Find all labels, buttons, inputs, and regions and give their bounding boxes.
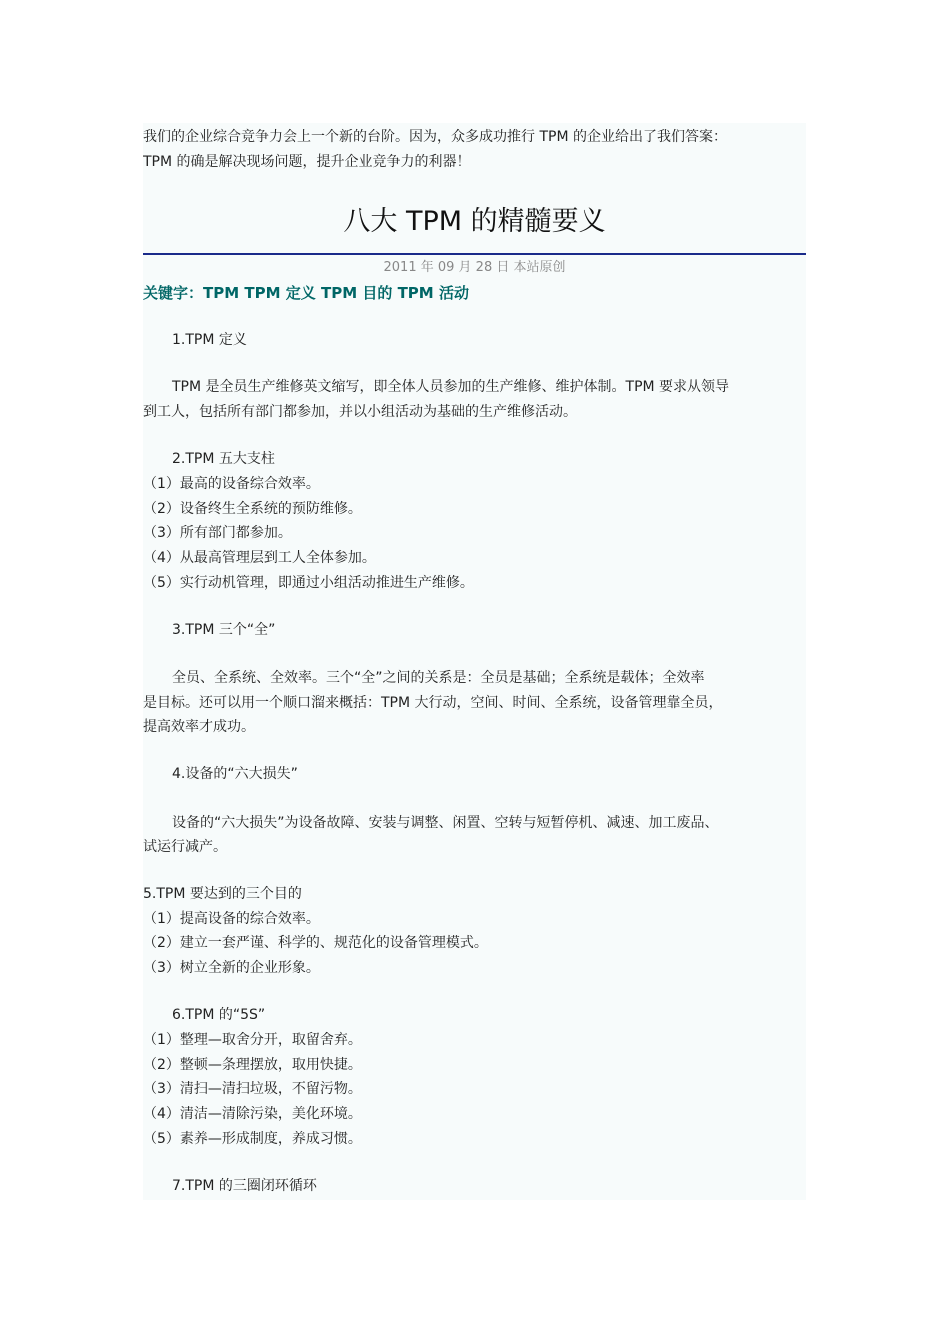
section-6-item: （5）素养—形成制度，养成习惯。 [143, 1131, 362, 1147]
section-1-para-line: 到工人，包括所有部门都参加，并以小组活动为基础的生产维修活动。 [143, 404, 577, 420]
section-3-heading: 3.TPM 三个“全” [172, 622, 276, 638]
section-2-item: （4）从最高管理层到工人全体参加。 [143, 550, 376, 566]
section-3-para-line: 全员、全系统、全效率。三个“全”之间的关系是：全员是基础；全系统是载体；全效率 [172, 670, 705, 686]
section-3-para-line: 提高效率才成功。 [143, 719, 255, 735]
section-2-item: （5）实行动机管理，即通过小组活动推进生产维修。 [143, 575, 474, 591]
section-5-item: （1）提高设备的综合效率。 [143, 911, 320, 927]
keywords-line: 关键字：TPM TPM 定义 TPM 目的 TPM 活动 [143, 284, 469, 302]
section-6-item: （3）清扫—清扫垃圾，不留污物。 [143, 1081, 362, 1097]
section-2-item: （1）最高的设备综合效率。 [143, 476, 320, 492]
section-1-para-line: TPM 是全员生产维修英文缩写，即全体人员参加的生产维修、维护体制。TPM 要求从领导 [172, 379, 730, 395]
article-content [143, 123, 806, 1200]
section-6-item: （1）整理—取舍分开，取留舍弃。 [143, 1032, 362, 1048]
article-date: 2011 年 09 月 28 日 本站原创 [383, 260, 566, 275]
section-4-para-line: 设备的“六大损失”为设备故障、安装与调整、闲置、空转与短暂停机、减速、加工废品、 [172, 815, 719, 831]
section-5-heading: 5.TPM 要达到的三个目的 [143, 886, 302, 902]
section-2-item: （2）设备终生全系统的预防维修。 [143, 501, 362, 517]
section-4-para-line: 试运行减产。 [143, 839, 227, 855]
section-2-item: （3）所有部门都参加。 [143, 525, 292, 541]
section-5-item: （3）树立全新的企业形象。 [143, 960, 320, 976]
title-divider [143, 253, 806, 255]
section-6-heading: 6.TPM 的“5S” [172, 1007, 266, 1023]
intro-line-1: 我们的企业综合竞争力会上一个新的台阶。因为，众多成功推行 TPM 的企业给出了我们答案： [143, 129, 727, 145]
intro-line-2: TPM 的确是解决现场问题，提升企业竞争力的利器！ [143, 154, 471, 170]
section-2-heading: 2.TPM 五大支柱 [172, 451, 275, 467]
section-6-item: （2）整顿—条理摆放，取用快捷。 [143, 1057, 362, 1073]
section-4-heading: 4.设备的“六大损失” [172, 766, 298, 782]
section-7-heading: 7.TPM 的三圈闭环循环 [172, 1178, 317, 1194]
section-1-heading: 1.TPM 定义 [172, 332, 247, 348]
section-5-item: （2）建立一套严谨、科学的、规范化的设备管理模式。 [143, 935, 488, 951]
section-6-item: （4）清洁—清除污染，美化环境。 [143, 1106, 362, 1122]
article-title: 八大 TPM 的精髓要义 [343, 206, 606, 237]
section-3-para-line: 是目标。还可以用一个顺口溜来概括：TPM 大行动，空间、时间、全系统，设备管理靠全员， [143, 695, 723, 711]
